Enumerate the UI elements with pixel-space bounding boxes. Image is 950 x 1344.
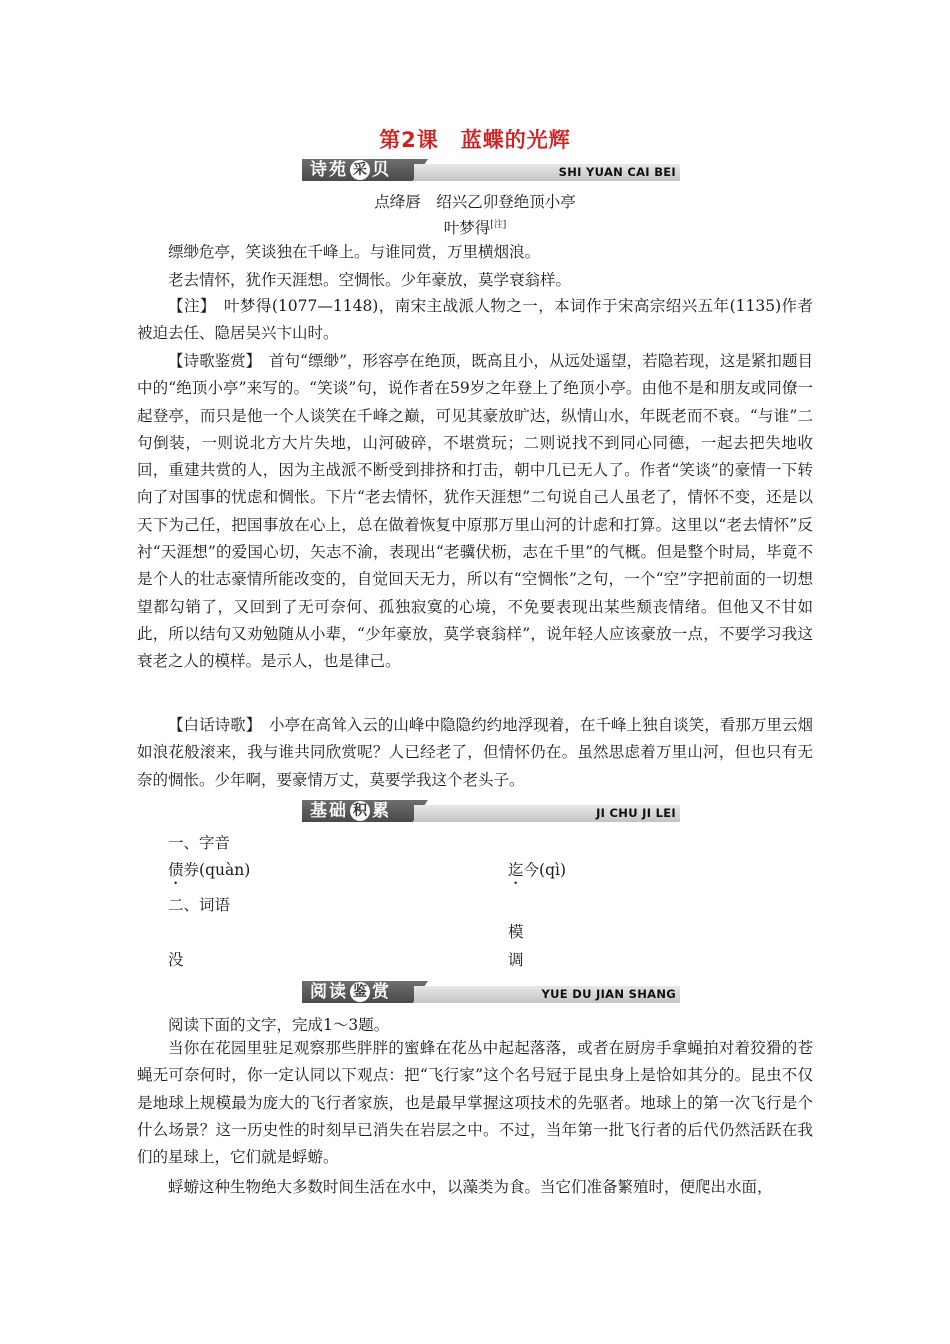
author-note-marker: [注]: [490, 220, 507, 230]
reading-instruction: 阅读下面的文字，完成1～3题。: [168, 1016, 390, 1034]
banner-text: 赏: [372, 982, 391, 1002]
banner-ring-char: 采: [350, 160, 370, 180]
pronunciation-item-1: 债券(quàn): [168, 861, 251, 879]
banner-text: 累: [372, 801, 391, 821]
banner-pinyin: SHI YUAN CAI BEI: [558, 165, 676, 179]
poem-author: 叶梦得[注]: [443, 219, 507, 237]
banner-ring-char: 鉴: [350, 982, 370, 1002]
word-item-left: 没: [168, 951, 184, 969]
poem-note: 【注】 叶梦得(1077—1148)，南宋主战派人物之一，本词作于宋高宗绍兴五年(1135)作者被迫去任、隐居吴兴卞山时。: [137, 297, 813, 343]
section-banner-basics: [302, 800, 680, 822]
banner-text: 基础: [310, 801, 348, 821]
banner-text: 阅读: [310, 982, 348, 1002]
banner-ring-char: 积: [350, 801, 370, 821]
banner-pinyin: YUE DU JIAN SHANG: [541, 987, 676, 1001]
reading-paragraph-2: 蜉蝣这种生物绝大多数时间生活在水中，以藻类为食。当它们准备繁殖时，便爬出水面，: [168, 1178, 773, 1196]
poem-line-2: 老去情怀，犹作天涯想。空惆怅。少年豪放，莫学衰翁样。: [168, 271, 572, 289]
word-item-right: 调: [508, 951, 524, 969]
pronunciation-item-2: 迄今(qì): [508, 861, 566, 879]
word-item-top-right: 模: [508, 923, 524, 941]
poem-appreciation: 【诗歌鉴赏】 首句“缥缈”，形容亭在绝顶，既高且小，从远处遥望，若隐若现，这是紧扣题目中的“绝顶小亭”来写的。“笑谈”句，说作者在59岁之年登上了绝顶小亭。由他不是和朋友或同僚一起登亭，而只是他一个人谈笑在千峰之巅，可见其豪放旷达，纵情山水，年既老而不衰。“与谁”二句倒装，一则说北方大片失地，山河破碎，不堪赏玩；二则说找不到同心同德，一起去把失地收回，重建共赏的人，因为主战派不断受到排挤和打击，朝中几已无人了。作者“笑谈”的豪情一下转向了对国事的忧虑和惆怅。下片“老去情怀，犹作天涯想”二句说自己人虽老了，情怀不变，还是以天下为己任，把国事放在心上，总在做着恢复中原那万里山河的计虑和打算。这里以“老去情怀”反衬“天涯想”的爱国心切，矢志不渝，表现出“老骥伏枥，志在千里”的气概。但是整个时局，毕竟不是个人的壮志豪情所能改变的，自觉回天无力，所以有“空惆怅”之句，一个“空”字把前面的一切想望都勾销了，又回到了无可奈何、孤独寂寞的心境，不免要表现出某些颓丧情绪。但他又不甘如此，所以结句又劝勉随从小辈，“少年豪放，莫学衰翁样”，说年轻人应该豪放一点，不要学习我这衰老之人的模样。是示人，也是律己。: [137, 352, 813, 671]
question-2-heading: 二、词语: [168, 896, 231, 914]
poem-line-1: 缥缈危亭，笑谈独在千峰上。与谁同赏，万里横烟浪。: [168, 243, 541, 261]
poem-title: 点绛唇 绍兴乙卯登绝顶小亭: [374, 193, 576, 211]
question-1-heading: 一、字音: [168, 834, 231, 852]
poem-translation: 【白话诗歌】 小亭在高耸入云的山峰中隐隐约约地浮现着，在千峰上独自谈笑，看那万里云烟如浪花般滚来，我与谁共同欣赏呢？人已经老了，但情怀仍在。虽然思虑着万里山河，但也只有无奈的惆怅。少年啊，要豪情万丈，莫要学我这个老头子。: [137, 716, 813, 789]
reading-paragraph-1: 当你在花园里驻足观察那些胖胖的蜜蜂在花丛中起起落落，或者在厨房手拿蝇拍对着狡猾的苍蝇无可奈何时，你一定认同以下观点：把“飞行家”这个名号冠于昆虫身上是恰如其分的。昆虫不仅是地球上规模最为庞大的飞行者家族，也是最早掌握这项技术的先驱者。地球上的第一次飞行是个什么场景？这一历史性的时刻早已消失在岩层之中。不过，当年第一批飞行者的后代仍然活跃在我们的星球上，它们就是蜉蝣。: [137, 1039, 813, 1167]
banner-pinyin: JI CHU JI LEI: [596, 806, 676, 820]
banner-text: 贝: [372, 160, 391, 180]
section-banner-reading: [302, 981, 680, 1003]
section-banner-poem: [302, 159, 680, 181]
lesson-title: 第2课 蓝蝶的光辉: [379, 128, 571, 152]
banner-text: 诗苑: [310, 160, 348, 180]
